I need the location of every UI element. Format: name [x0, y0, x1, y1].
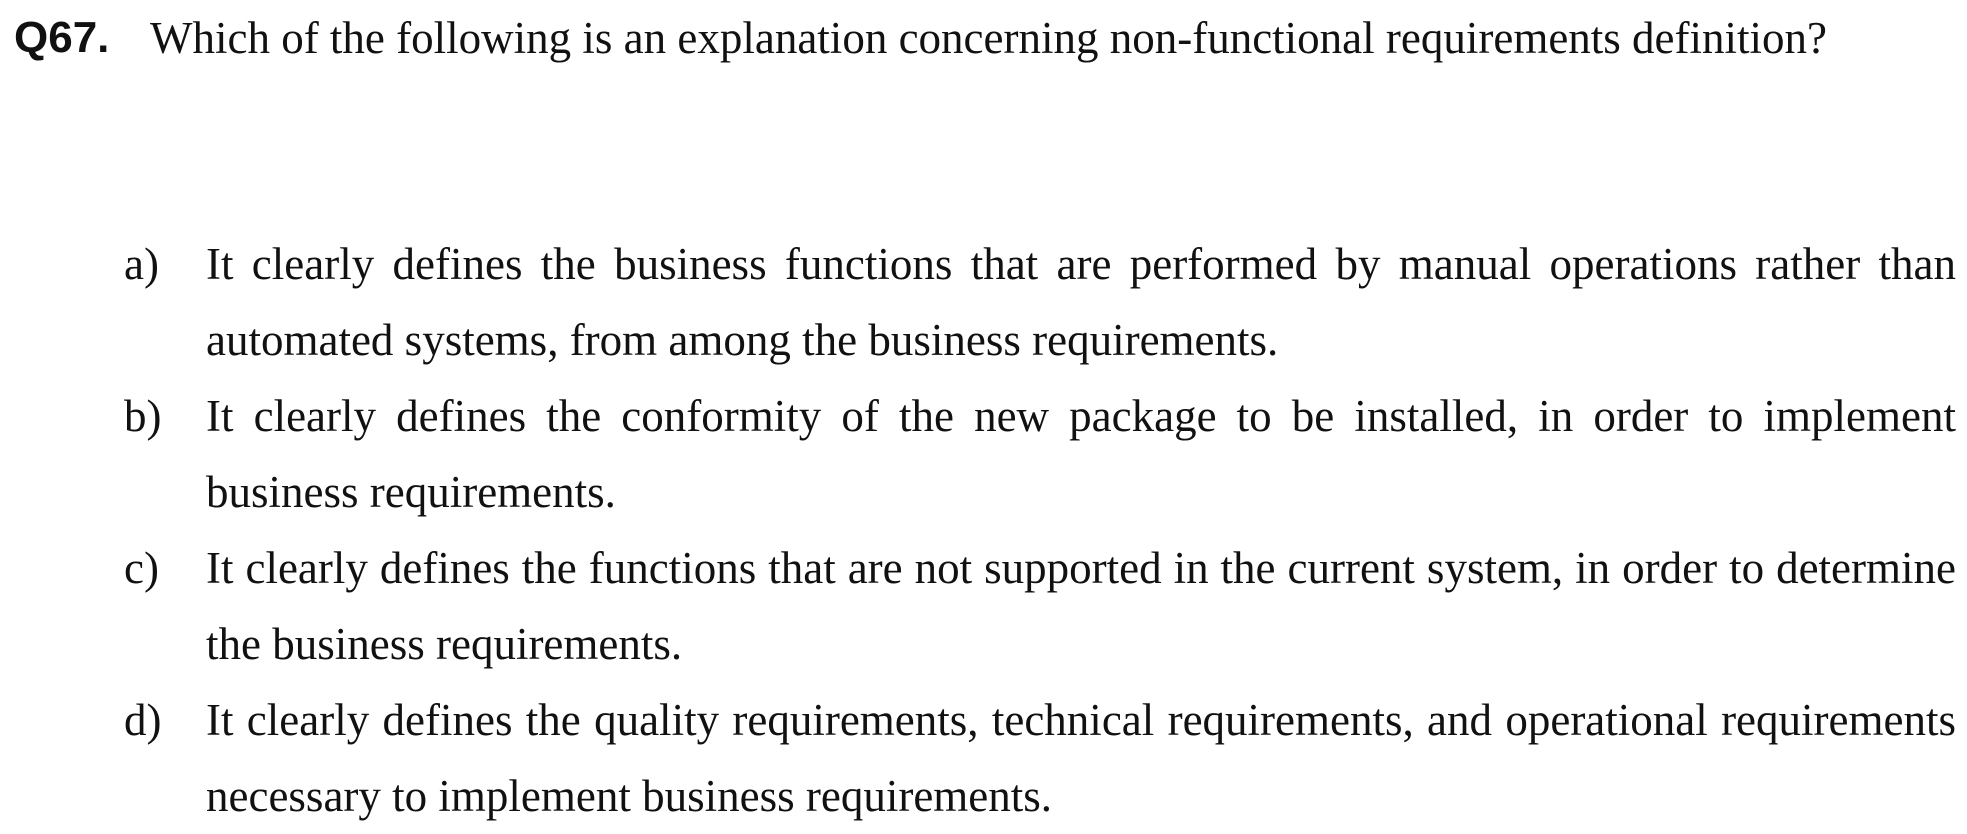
- option-text: It clearly defines the quality requirements, technical requirements, and operational requirements necessary to implement business requirements.: [206, 695, 1956, 821]
- answer-option-b: [0, 378, 1967, 530]
- option-letter: a): [124, 239, 159, 289]
- option-letter: c): [124, 543, 159, 593]
- question-text: Which of the following is an explanation concerning non-functional requirements definition?: [150, 13, 1827, 63]
- answer-option-a: [0, 226, 1967, 378]
- option-text: It clearly defines the business functions that are performed by manual operations rather than automated systems, from among the business requirements.: [206, 239, 1956, 365]
- option-text: It clearly defines the functions that are not supported in the current system, in order to determine the business requirements.: [206, 543, 1956, 669]
- answer-options-list: [0, 226, 1967, 834]
- option-letter: d): [124, 695, 162, 745]
- answer-option-d: [0, 682, 1967, 834]
- answer-option-c: [0, 530, 1967, 682]
- option-text: It clearly defines the conformity of the new package to be installed, in order to implement business requirements.: [206, 391, 1956, 517]
- question-number: Q67.: [14, 13, 110, 62]
- option-letter: b): [124, 391, 162, 441]
